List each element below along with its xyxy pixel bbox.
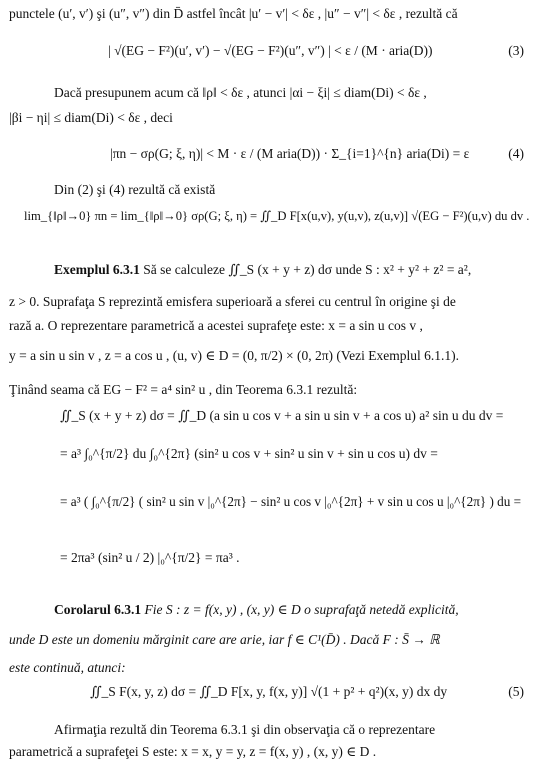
calc-line-4: = 2πa³ (sin² u / 2) |₀^{π/2} = πa³ .	[60, 550, 240, 565]
text-line: Dacă presupunem acum că ‖ρ‖ < δε , atunci |αi − ξi| ≤ diam(Di) < δε ,	[54, 85, 427, 100]
text-line: z > 0. Suprafaţa S reprezintă emisfera superioară a sferei cu centrul în origine şi de	[9, 294, 456, 309]
text-line: y = a sin u sin v , z = a cos u , (u, v) ∈ D = (0, π/2) × (0, 2π) (Vezi Exemplul 6.1.1).	[9, 348, 460, 363]
corollary-line	[54, 602, 459, 618]
text-line: Ţinând seama că EG − F² = a⁴ sin² u , din Teorema 6.3.1 rezultă:	[9, 382, 358, 397]
equation-5: ∬_S F(x, y, z) dσ = ∬_D F[x, y, f(x, y)] √(1 + p² + q²)(x, y) dx dy	[90, 684, 448, 699]
equation-number: (3)	[508, 43, 524, 58]
example-line	[54, 262, 471, 278]
text-line: Din (2) şi (4) rezultă că există	[54, 182, 216, 197]
example-title: Exemplul 6.3.1	[54, 262, 140, 277]
calc-line-2: = a³ ∫₀^{π/2} du ∫₀^{2π} (sin² u cos v + sin² u sin v + sin u cos u) dv =	[60, 446, 438, 461]
example-text: Să se calculeze ∬_S (x + y + z) dσ unde S : x² + y² + z² = a²,	[143, 262, 472, 277]
equation-4: |πn − σρ(G; ξ, η)| < M · ε / (M aria(D)) · Σ_{i=1}^{n} aria(Di) = ε	[110, 146, 470, 161]
text-line: Afirmaţia rezultă din Teorema 6.3.1 şi din observaţia că o reprezentare	[54, 722, 436, 737]
equation-3: | √(EG − F²)(u′, v′) − √(EG − F²)(u″, v″) | < ε / (M · aria(D))	[108, 43, 433, 58]
text-line: unde D este un domeniu mărginit care are arie, iar f ∈ C¹(D̄) . Dacă F : S̄ → ℝ	[9, 632, 440, 647]
text-line: este continuă, atunci:	[9, 660, 126, 675]
text-line: punctele (u′, v′) şi (u″, v″) din D̄ astfel încât |u′ − v′| < δε , |u″ − v″| < δε , rezultă că	[9, 6, 458, 21]
calc-line-1: ∬_S (x + y + z) dσ = ∬_D (a sin u cos v + a sin u sin v + a cos u) a² sin u du dv =	[60, 408, 504, 423]
calc-line-3: = a³ ( ∫₀^{π/2} ( sin² u sin v |₀^{2π} − sin² u cos v |₀^{2π} + v sin u cos u |₀^{2π} ) du =	[60, 494, 522, 509]
corollary-text: Fie S : z = f(x, y) , (x, y) ∈ D o suprafaţă netedă explicită,	[144, 602, 459, 617]
text-line: |βi − ηi| ≤ diam(Di) < δε , deci	[9, 110, 173, 125]
text-line: parametrică a suprafeţei S este: x = x, y = y, z = f(x, y) , (x, y) ∈ D .	[9, 744, 377, 759]
corollary-title: Corolarul 6.3.1	[54, 602, 142, 617]
equation-number: (5)	[508, 684, 524, 699]
text-line: rază a. O reprezentare parametrică a acestei suprafeţe este: x = a sin u cos v ,	[9, 318, 423, 333]
equation-number: (4)	[508, 146, 524, 161]
limit-equation: lim_{‖ρ‖→0} πn = lim_{‖ρ‖→0} σρ(G; ξ, η) = ∬_D F[x(u,v), y(u,v), z(u,v)] √(EG − F²)(u,v) du dv .	[24, 209, 530, 223]
